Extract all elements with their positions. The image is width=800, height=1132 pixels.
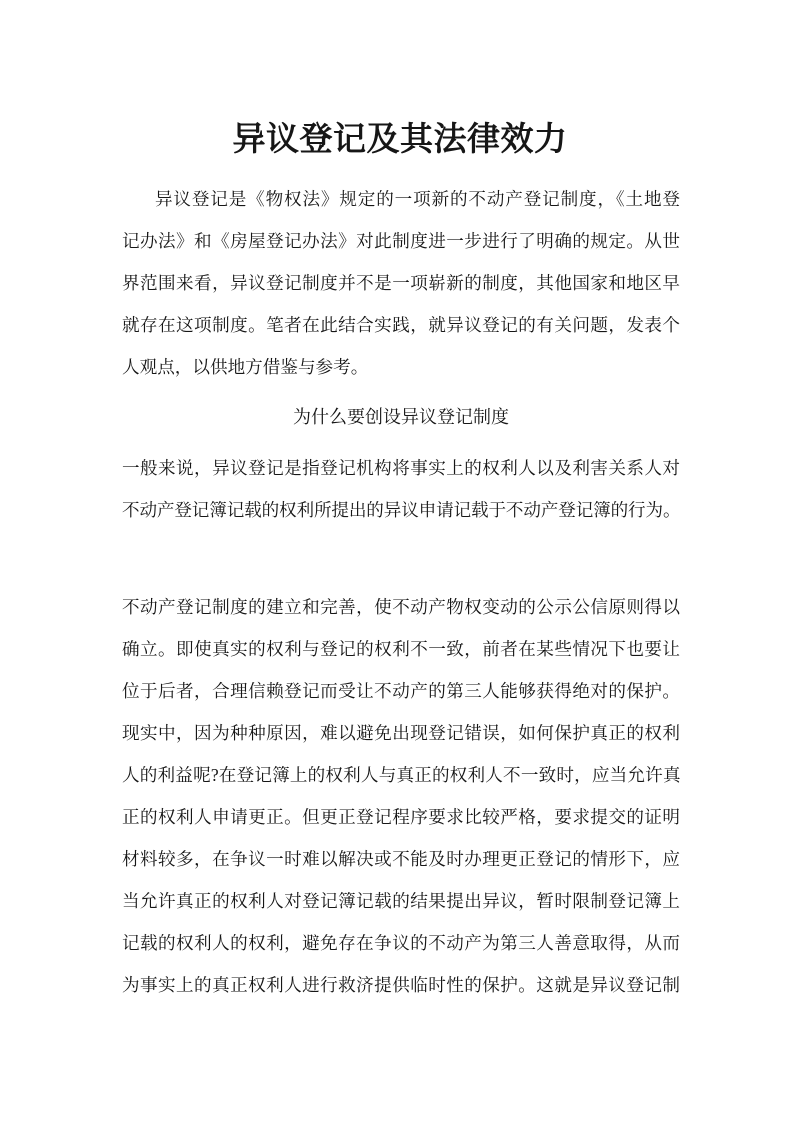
text-line: 记办法》和《房屋登记办法》对此制度进一步进行了明确的规定。从世	[122, 231, 680, 251]
text-line: 不动产登记制度的建立和完善，使不动产物权变动的公示公信原则得以	[122, 597, 680, 617]
text-line: 人观点，以供地方借鉴与参考。	[122, 357, 369, 377]
text-line: 位于后者，合理信赖登记而受让不动产的第三人能够获得绝对的保护。	[122, 681, 680, 701]
text-line: 当允许真正的权利人对登记簿记载的结果提出异议，暂时限制登记簿上	[122, 891, 680, 911]
text-line: 记载的权利人的权利，避免存在争议的不动产为第三人善意取得，从而	[122, 933, 680, 953]
text-line: 人的利益呢?在登记簿上的权利人与真正的权利人不一致时，应当允许真	[122, 765, 680, 785]
document-title: 异议登记及其法律效力	[232, 122, 568, 158]
text-line: 为事实上的真正权利人进行救济提供临时性的保护。这就是异议登记制	[122, 975, 680, 995]
text-line: 材料较多，在争议一时难以解决或不能及时办理更正登记的情形下，应	[122, 849, 680, 869]
intro-paragraph	[122, 178, 680, 388]
text-line: 不动产登记簿记载的权利所提出的异议申请记载于不动产登记簿的行为。	[122, 500, 680, 520]
definition-paragraph	[122, 447, 680, 531]
text-line: 就存在这项制度。笔者在此结合实践，就异议登记的有关问题，发表个	[122, 315, 680, 335]
text-line: 正的权利人申请更正。但更正登记程序要求比较严格，要求提交的证明	[122, 807, 680, 827]
section-heading: 为什么要创设异议登记制度	[293, 407, 509, 427]
text-line: 异议登记是《物权法》规定的一项新的不动产登记制度，《土地登	[155, 189, 680, 209]
text-line: 现实中，因为种种原因，难以避免出现登记错误，如何保护真正的权利	[122, 723, 680, 743]
text-line: 一般来说，异议登记是指登记机构将事实上的权利人以及利害关系人对	[122, 458, 680, 478]
text-line: 界范围来看，异议登记制度并不是一项崭新的制度，其他国家和地区早	[122, 273, 680, 293]
text-line: 确立。即使真实的权利与登记的权利不一致，前者在某些情况下也要让	[122, 639, 680, 659]
body-paragraph	[122, 586, 680, 1006]
